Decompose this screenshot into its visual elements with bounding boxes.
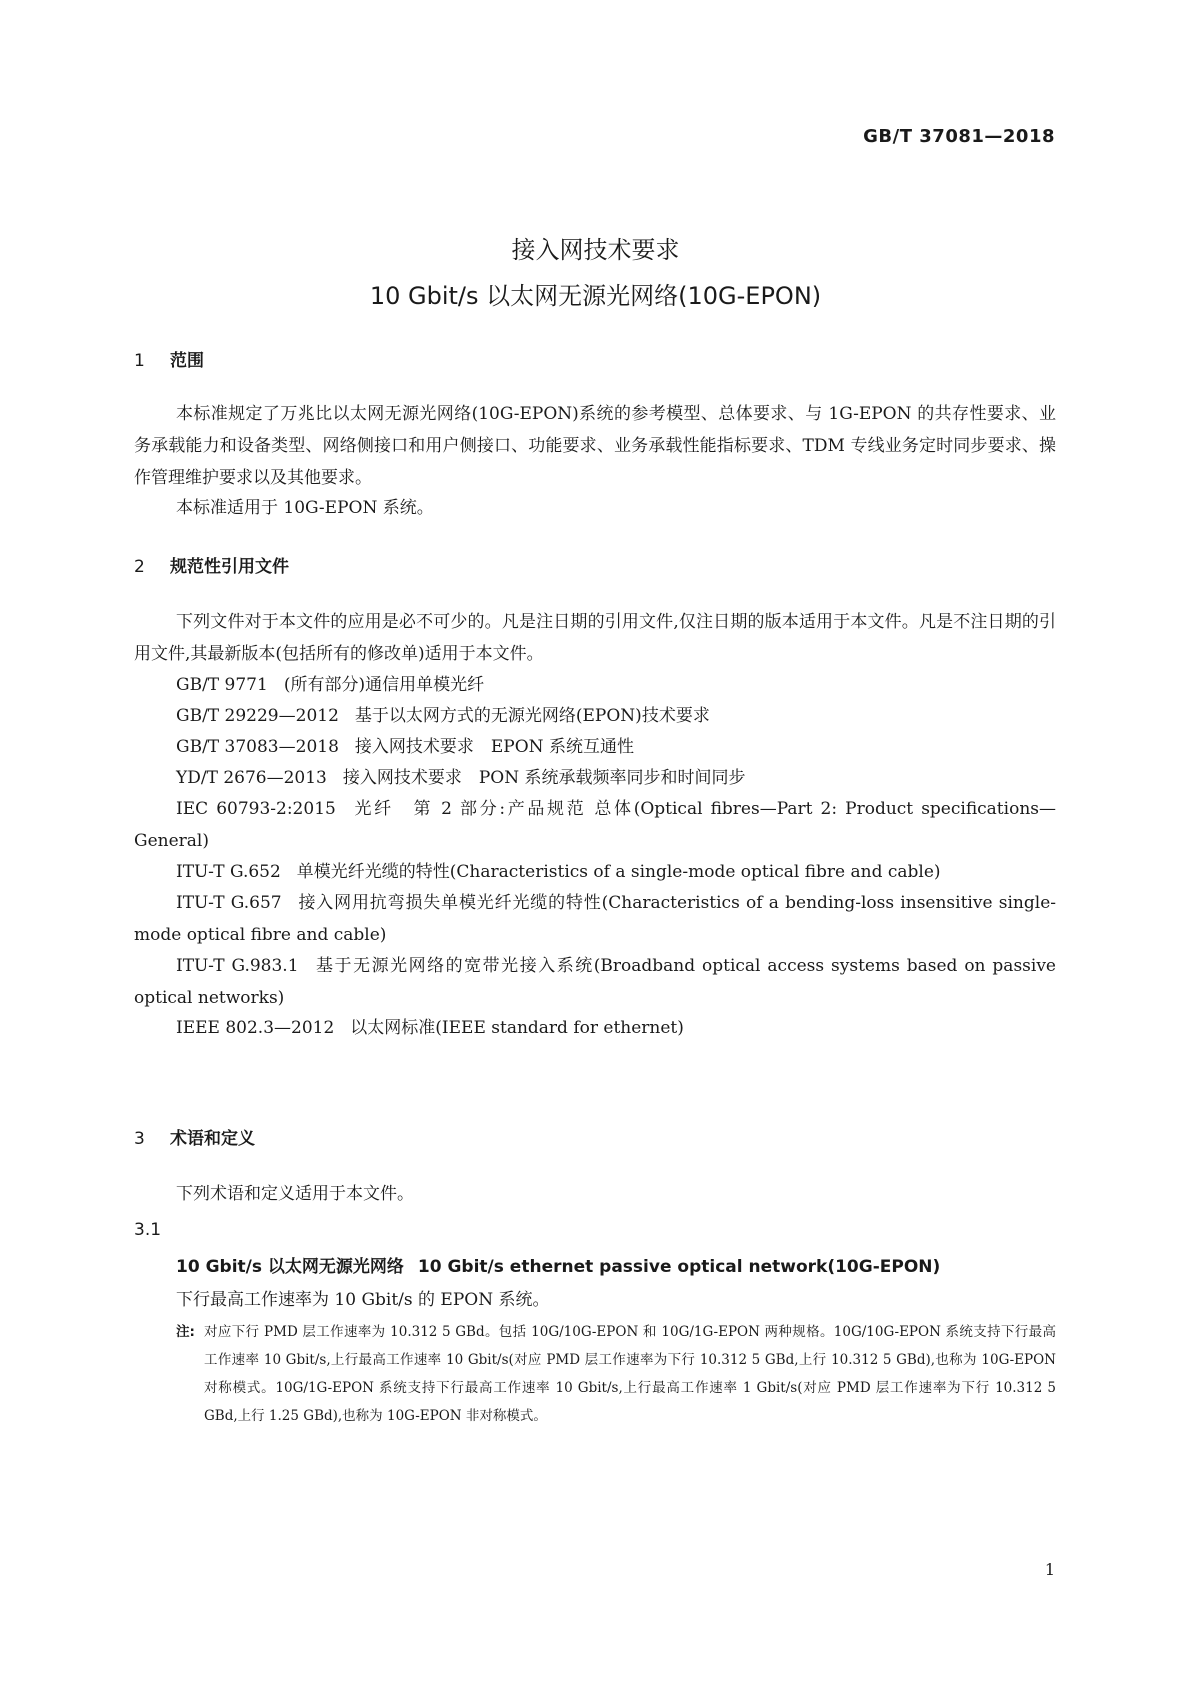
reference-item [134,950,1056,1014]
document-title-line1: 接入网技术要求 [511,236,680,264]
term-entry [176,1252,940,1277]
terms-intro: 下列术语和定义适用于本文件。 [176,1184,414,1204]
section-heading-scope [134,346,204,371]
note-label: 注: [176,1324,195,1340]
reference-item [134,669,1056,701]
section-title: 范围 [170,351,204,371]
reference-code: ITU-T G.657 [176,893,282,913]
reference-code: ITU-T G.983.1 [176,956,299,976]
reference-item [134,856,1056,888]
standard-code: GB/T 37081—2018 [863,126,1055,147]
section-heading-terms [134,1124,255,1149]
reference-code: IEEE 802.3—2012 [176,1018,335,1038]
reference-item [134,762,1056,794]
scope-applicability: 本标准适用于 10G-EPON 系统。 [176,498,434,518]
reference-code: ITU-T G.652 [176,862,281,882]
section-number: 2 [134,557,145,577]
term-english: 10 Gbit/s ethernet passive optical network(10G-EPON) [417,1257,941,1277]
reference-title: 基于无源光网络的宽带光接入系统(Broadband optical access systems based on passive optical networks) [134,956,1056,1008]
page-number: 1 [1044,1560,1055,1579]
reference-item [134,887,1056,951]
reference-title: 以太网标准(IEEE standard for ethernet) [350,1018,684,1038]
reference-code: GB/T 29229—2012 [176,706,339,726]
note-text: 对应下行 PMD 层工作速率为 10.312 5 GBd。包括 10G/10G-EPON 和 10G/1G-EPON 两种规格。10G/10G-EPON 系统支持下行最高工作速率 10 Gbit/s,上行最高工作速率 10 Gbit/s(对应 PMD 层工作速率为下行 10.312 5 GBd,上行 10.312 5 GBd),也称为 10G-EPON 对称模式。10G/1G-EPON 系统支持下行最高工作速率 10 Gbit/s,上行最高工作速率 1 Gbit/s(对应 PMD 层工作速率为下行 10.312 5 GBd,上行 1.25 GBd),也称为 10G-EPON 非对称模式。 [204,1324,1056,1424]
section-number: 1 [134,351,145,371]
references-intro: 下列文件对于本文件的应用是必不可少的。凡是注日期的引用文件,仅注日期的版本适用于本文件。凡是不注日期的引用文件,其最新版本(包括所有的修改单)适用于本文件。 [134,612,1056,664]
section-heading-references [134,552,289,577]
reference-title: 接入网用抗弯损失单模光纤光缆的特性(Characteristics of a bending-loss insensitive single-mode optical fibre and cable) [134,893,1056,945]
reference-item [134,1012,1056,1044]
reference-item [134,700,1056,732]
reference-code: YD/T 2676—2013 [176,768,327,788]
reference-title: (所有部分)通信用单模光纤 [283,675,485,695]
term-chinese: 10 Gbit/s 以太网无源光网络 [176,1257,404,1277]
reference-code: GB/T 37083—2018 [176,737,339,757]
reference-title: 接入网技术要求 PON 系统承载频率同步和时间同步 [342,768,746,788]
reference-title: 接入网技术要求 EPON 系统互通性 [354,737,634,757]
section-title: 规范性引用文件 [170,557,289,577]
section-title: 术语和定义 [170,1129,255,1149]
reference-code: IEC 60793-2:2015 [176,799,336,819]
reference-title: 单模光纤光缆的特性(Characteristics of a single-mode optical fibre and cable) [296,862,941,882]
term-number: 3.1 [134,1220,162,1240]
reference-title: 光纤 第 2 部分:产品规范 总体(Optical fibres—Part 2: Product specifications—General) [134,799,1056,851]
term-note [176,1318,1056,1430]
reference-code: GB/T 9771 [176,675,268,695]
section-number: 3 [134,1129,145,1149]
document-title-line2: 10 Gbit/s 以太网无源光网络(10G-EPON) [369,282,822,310]
scope-paragraph: 本标准规定了万兆比以太网无源光网络(10G-EPON)系统的参考模型、总体要求、与 1G-EPON 的共存性要求、业务承载能力和设备类型、网络侧接口和用户侧接口、功能要求、业务承载性能指标要求、TDM 专线业务定时同步要求、操作管理维护要求以及其他要求。 [134,404,1056,488]
reference-item [134,731,1056,763]
term-definition: 下行最高工作速率为 10 Gbit/s 的 EPON 系统。 [176,1290,550,1310]
reference-title: 基于以太网方式的无源光网络(EPON)技术要求 [354,706,710,726]
reference-item [134,793,1056,857]
